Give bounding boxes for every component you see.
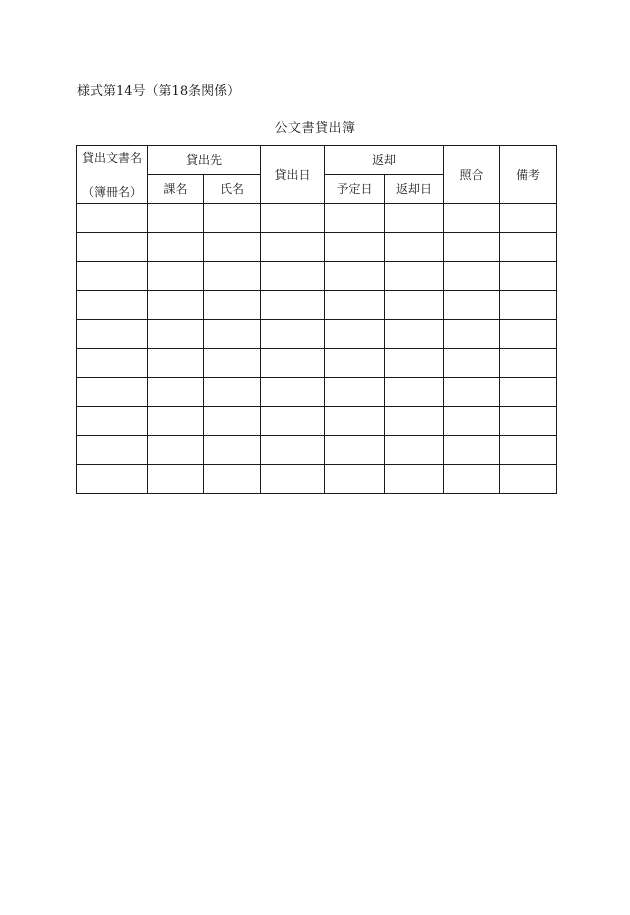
cell-section[interactable] — [148, 320, 204, 349]
table-row — [77, 291, 557, 320]
cell-return-date[interactable] — [385, 407, 444, 436]
cell-lend-date[interactable] — [261, 436, 325, 465]
cell-return-date[interactable] — [385, 436, 444, 465]
cell-scheduled-date[interactable] — [325, 262, 385, 291]
table-row — [77, 407, 557, 436]
cell-person[interactable] — [204, 204, 261, 233]
cell-verification[interactable] — [444, 204, 500, 233]
cell-verification[interactable] — [444, 378, 500, 407]
cell-verification[interactable] — [444, 320, 500, 349]
header-scheduled-date: 予定日 — [325, 175, 385, 204]
cell-remarks[interactable] — [500, 262, 557, 291]
cell-person[interactable] — [204, 349, 261, 378]
cell-section[interactable] — [148, 407, 204, 436]
table-row — [77, 204, 557, 233]
header-document-name-top: 貸出文書名 — [81, 150, 142, 165]
cell-scheduled-date[interactable] — [325, 465, 385, 494]
cell-lend-date[interactable] — [261, 378, 325, 407]
header-return-date: 返却日 — [385, 175, 444, 204]
cell-remarks[interactable] — [500, 233, 557, 262]
cell-section[interactable] — [148, 349, 204, 378]
cell-lend-date[interactable] — [261, 407, 325, 436]
cell-section[interactable] — [148, 204, 204, 233]
cell-document-name[interactable] — [77, 349, 148, 378]
cell-scheduled-date[interactable] — [325, 407, 385, 436]
table-row — [77, 436, 557, 465]
header-lend-date: 貸出日 — [261, 146, 325, 204]
cell-verification[interactable] — [444, 233, 500, 262]
cell-lend-date[interactable] — [261, 465, 325, 494]
cell-scheduled-date[interactable] — [325, 291, 385, 320]
cell-person[interactable] — [204, 320, 261, 349]
cell-person[interactable] — [204, 407, 261, 436]
cell-document-name[interactable] — [77, 436, 148, 465]
cell-lend-date[interactable] — [261, 262, 325, 291]
cell-scheduled-date[interactable] — [325, 349, 385, 378]
cell-return-date[interactable] — [385, 204, 444, 233]
table-row — [77, 262, 557, 291]
table-row — [77, 378, 557, 407]
form-number-label: 様式第14号（第18条関係） — [77, 84, 241, 99]
header-lent-to: 貸出先 — [148, 146, 261, 175]
cell-scheduled-date[interactable] — [325, 378, 385, 407]
cell-lend-date[interactable] — [261, 349, 325, 378]
cell-return-date[interactable] — [385, 262, 444, 291]
cell-person[interactable] — [204, 378, 261, 407]
cell-verification[interactable] — [444, 349, 500, 378]
cell-return-date[interactable] — [385, 378, 444, 407]
cell-person[interactable] — [204, 465, 261, 494]
lending-ledger-table — [76, 145, 557, 494]
cell-document-name[interactable] — [77, 291, 148, 320]
document-title: 公文書貸出簿 — [274, 121, 356, 136]
cell-lend-date[interactable] — [261, 204, 325, 233]
cell-return-date[interactable] — [385, 291, 444, 320]
cell-verification[interactable] — [444, 262, 500, 291]
cell-person[interactable] — [204, 262, 261, 291]
cell-person[interactable] — [204, 436, 261, 465]
cell-lend-date[interactable] — [261, 291, 325, 320]
cell-remarks[interactable] — [500, 320, 557, 349]
cell-section[interactable] — [148, 436, 204, 465]
header-document-name — [77, 146, 148, 204]
cell-return-date[interactable] — [385, 233, 444, 262]
header-row-1 — [77, 146, 557, 175]
cell-return-date[interactable] — [385, 349, 444, 378]
header-person: 氏名 — [204, 175, 261, 204]
cell-person[interactable] — [204, 291, 261, 320]
header-document-name-bottom: （簿冊名） — [81, 184, 142, 199]
cell-section[interactable] — [148, 291, 204, 320]
cell-verification[interactable] — [444, 291, 500, 320]
cell-section[interactable] — [148, 233, 204, 262]
cell-scheduled-date[interactable] — [325, 436, 385, 465]
cell-document-name[interactable] — [77, 378, 148, 407]
cell-verification[interactable] — [444, 407, 500, 436]
cell-document-name[interactable] — [77, 204, 148, 233]
cell-document-name[interactable] — [77, 233, 148, 262]
cell-scheduled-date[interactable] — [325, 233, 385, 262]
cell-person[interactable] — [204, 233, 261, 262]
cell-remarks[interactable] — [500, 436, 557, 465]
table-row — [77, 320, 557, 349]
cell-remarks[interactable] — [500, 378, 557, 407]
cell-return-date[interactable] — [385, 465, 444, 494]
table-row — [77, 233, 557, 262]
cell-remarks[interactable] — [500, 349, 557, 378]
cell-lend-date[interactable] — [261, 233, 325, 262]
header-verification: 照合 — [444, 146, 500, 204]
ledger-body — [77, 204, 557, 494]
cell-section[interactable] — [148, 465, 204, 494]
cell-verification[interactable] — [444, 465, 500, 494]
cell-lend-date[interactable] — [261, 320, 325, 349]
cell-remarks[interactable] — [500, 291, 557, 320]
cell-remarks[interactable] — [500, 407, 557, 436]
cell-document-name[interactable] — [77, 262, 148, 291]
header-remarks: 備考 — [500, 146, 557, 204]
cell-document-name[interactable] — [77, 465, 148, 494]
cell-section[interactable] — [148, 262, 204, 291]
cell-section[interactable] — [148, 378, 204, 407]
header-return: 返却 — [325, 146, 444, 175]
cell-document-name[interactable] — [77, 407, 148, 436]
cell-scheduled-date[interactable] — [325, 204, 385, 233]
cell-remarks[interactable] — [500, 204, 557, 233]
cell-verification[interactable] — [444, 436, 500, 465]
table-row — [77, 465, 557, 494]
cell-return-date[interactable] — [385, 320, 444, 349]
cell-scheduled-date[interactable] — [325, 320, 385, 349]
table-row — [77, 349, 557, 378]
header-section: 課名 — [148, 175, 204, 204]
cell-document-name[interactable] — [77, 320, 148, 349]
cell-remarks[interactable] — [500, 465, 557, 494]
